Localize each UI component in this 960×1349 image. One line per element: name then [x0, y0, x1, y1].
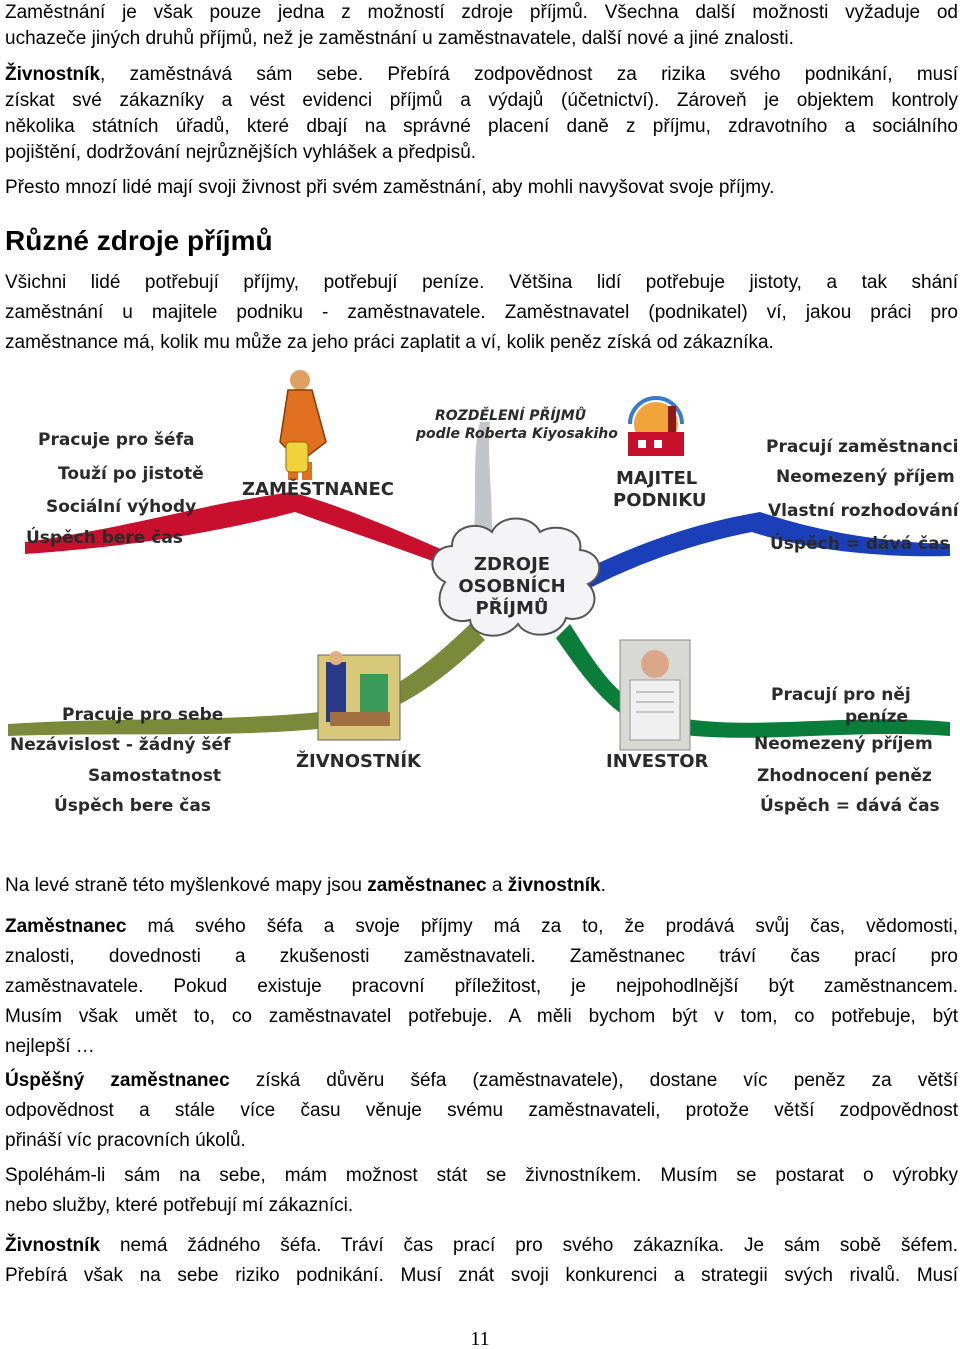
paragraph-rely-on-self	[5, 1161, 958, 1221]
text-line: zaměstnance má, kolik mu může za jeho práci zaplatit a ví, kolik peněz získá od zákazníka.	[5, 332, 774, 353]
investor-item: Zhodnocení peněz	[757, 766, 932, 786]
text-line: zaměstnavatele. Pokud existuje pracovní příležitost, je nejpohodlnější být zaměstnancem.	[5, 976, 958, 997]
selfemployed-label: ŽIVNOSTNÍK	[296, 751, 421, 772]
factory-icon	[628, 398, 684, 456]
employee-item: Pracuje pro šéfa	[38, 430, 195, 450]
center-label-line1: ZDROJE	[473, 554, 551, 575]
text-line: zaměstnání u majitele podniku - zaměstnavatele. Zaměstnavatel (podnikatel) ví, jakou práci pro	[5, 302, 958, 323]
paragraph-self-employed	[5, 62, 958, 166]
text-line: odpovědnost a stále více času věnuje svému zaměstnavateli, protože větší zodpovědnost	[5, 1100, 958, 1121]
mindmap-title-line1: ROZDĚLENÍ PŘÍJMŮ	[435, 408, 587, 424]
text-line: znalosti, dovednosti a zkušenosti zaměstnavateli. Zaměstnanec tráví čas prací pro	[5, 946, 958, 967]
investor-photo-icon	[620, 640, 690, 750]
text-fragment: má svého šéfa a svoje příjmy má za to, že prodává svůj čas, vědomosti,	[126, 916, 958, 937]
section-heading: Různé zdroje příjmů	[5, 225, 273, 256]
text-line	[5, 1066, 958, 1096]
bold-term: Živnostník	[5, 64, 101, 85]
text-fragment: získá důvěru šéfa (zaměstnavatele), dostane víc peněz za větší	[229, 1070, 958, 1091]
investor-items	[754, 685, 940, 816]
bold-term: Úspěšný zaměstnanec	[5, 1070, 230, 1091]
selfemployed-items	[10, 705, 231, 816]
text-fragment: .	[600, 875, 606, 896]
investor-item: peníze	[845, 707, 909, 727]
text-line: získat své zákazníky a vést evidenci příjmů a výdajů (účetnictví). Zároveň je objektem kontroly	[5, 90, 958, 111]
employee-item: Sociální výhody	[46, 497, 197, 517]
paragraph-employee	[5, 912, 958, 1062]
owner-label-line2: PODNIKU	[613, 490, 707, 511]
paragraph-mindmap-left	[5, 871, 958, 901]
text-line: Zaměstnání je však pouze jedna z možností zdroje příjmů. Všechna další možnosti vyžaduje od	[5, 2, 958, 23]
text-line: nebo služby, které potřebují mí zákazníci.	[5, 1195, 354, 1216]
selfemployed-item: Úspěch bere čas	[54, 796, 211, 816]
paragraph-side-business: Přesto mnozí lidé mají svoji živnost při svém zaměstnání, aby mohli navyšovat svoje příjmy.	[5, 177, 775, 198]
text-line: Spoléhám-li sám na sebe, mám možnost stát se živnostníkem. Musím se postarat o výrobky	[5, 1165, 958, 1186]
bold-term: Živnostník	[5, 1235, 101, 1256]
text-fragment: , zaměstnává sám sebe. Přebírá zodpovědnost za rizika svého podnikání, musí	[100, 64, 958, 85]
center-label-line3: PŘÍJMŮ	[475, 598, 549, 619]
text-fragment: Na levé straně této myšlenkové mapy jsou	[5, 875, 368, 896]
owner-item: Vlastní rozhodování	[768, 501, 959, 521]
employee-items	[26, 430, 204, 548]
selfemployed-item: Pracuje pro sebe	[62, 705, 224, 725]
text-line	[5, 912, 958, 942]
owner-item: Úspěch = dává čas	[770, 534, 950, 554]
selfemployed-item: Samostatnost	[88, 766, 221, 786]
text-line	[5, 62, 958, 88]
text-line: nejlepší …	[5, 1036, 95, 1057]
income-mind-map	[0, 362, 960, 832]
selfemployed-item: Nezávislost - žádný šéf	[10, 735, 231, 755]
mindmap-title-line2: podle Roberta Kiyosakiho	[416, 426, 618, 442]
self-employed-picture-icon	[318, 651, 400, 740]
text-line: Musím však umět to, co zaměstnavatel potřebuje. A měli bychom být v tom, co potřebuje, být	[5, 1006, 958, 1027]
text-line: uchazeče jiných druhů příjmů, než je zaměstnání u zaměstnavatele, další nové a jiné znalosti.	[5, 28, 794, 49]
text-line: přináší víc pracovních úkolů.	[5, 1130, 246, 1151]
investor-label: INVESTOR	[606, 751, 709, 772]
text-line: Přebírá však na sebe riziko podnikání. Musí znát svoji konkurenci a strategii svých rivalů. Musí	[5, 1265, 958, 1286]
paragraph-income-sources-intro	[5, 0, 958, 52]
text-line: pojištění, dodržování nejrůznějších vyhlášek a předpisů.	[5, 142, 477, 163]
paragraph-everyone-needs-income	[5, 268, 958, 358]
page-number: 11	[470, 1328, 490, 1349]
owner-item: Neomezený příjem	[776, 467, 955, 487]
bold-term: zaměstnanec	[367, 875, 487, 896]
center-cloud	[432, 519, 599, 636]
investor-item: Úspěch = dává čas	[760, 796, 940, 816]
paragraph-self-employed-no-boss	[5, 1231, 958, 1291]
center-label-line2: OSOBNÍCH	[458, 576, 566, 597]
employee-item: Touží po jistotě	[58, 464, 204, 484]
employee-figure-icon	[280, 370, 326, 480]
investor-item: Neomezený příjem	[754, 734, 933, 754]
text-fragment: nemá žádného šéfa. Tráví čas prací pro svého zákazníka. Je sám sobě šéfem.	[100, 1235, 958, 1256]
text-line	[5, 1231, 958, 1261]
investor-item: Pracují pro něj	[771, 685, 911, 705]
bold-term: Zaměstnanec	[5, 916, 127, 937]
owner-items	[766, 437, 960, 554]
text-fragment: a	[486, 875, 508, 896]
paragraph-successful-employee	[5, 1066, 958, 1156]
owner-item: Pracují zaměstnanci	[766, 437, 959, 457]
bold-term: živnostník	[507, 875, 601, 896]
text-line: Všichni lidé potřebují příjmy, potřebují peníze. Většina lidí potřebuje jistoty, a tak shání	[5, 272, 958, 293]
employee-label: ZAMĚSTNANEC	[242, 479, 394, 500]
owner-label-line1: MAJITEL	[616, 468, 698, 489]
text-line: několika státních úřadů, které dbají na správné placení daně z příjmu, zdravotního a sociálního	[5, 116, 958, 137]
employee-item: Úspěch bere čas	[26, 528, 183, 548]
